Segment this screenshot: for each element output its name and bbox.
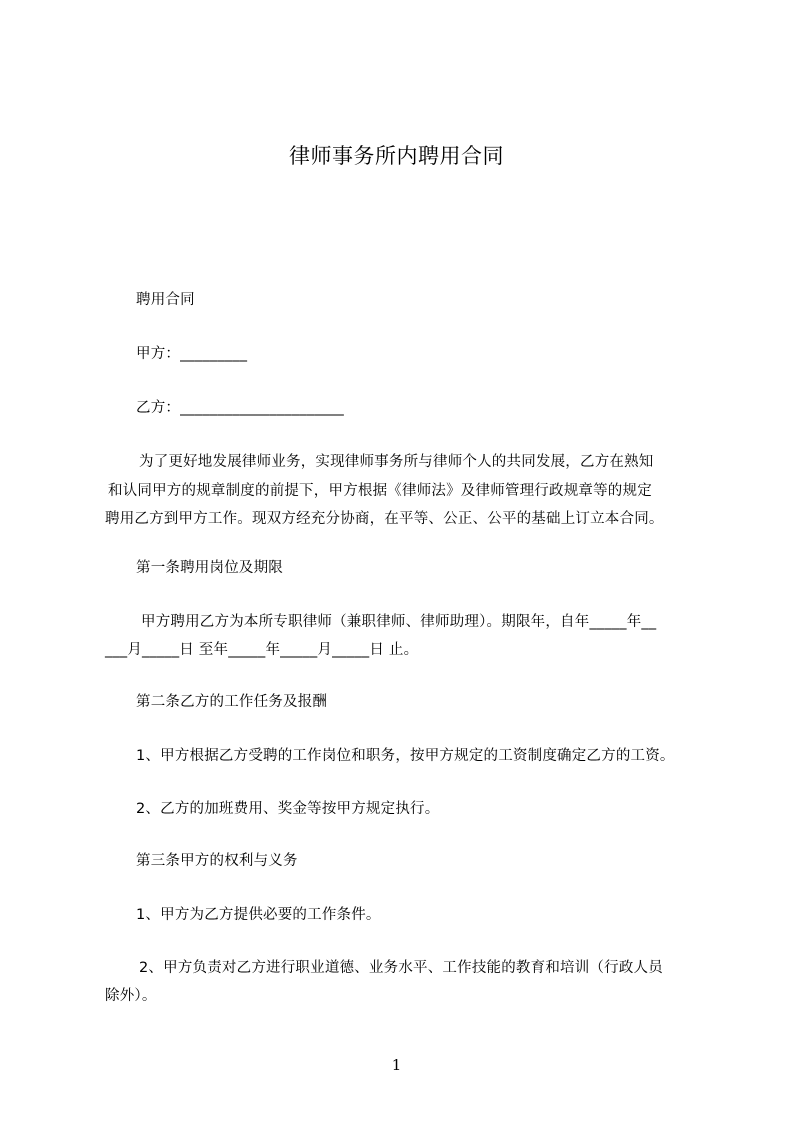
document-title: 律师事务所内聘用合同 <box>289 144 504 168</box>
intro-line-3: 聘用乙方到甲方工作。现双方经充分协商，在平等、公正、公平的基础上订立本合同。 <box>105 511 664 527</box>
article2-heading: 第二条乙方的工作任务及报酬 <box>136 694 328 710</box>
contract-heading: 聘用合同 <box>136 292 195 308</box>
article2-item-2: 2、乙方的加班费用、奖金等按甲方规定执行。 <box>136 801 440 817</box>
intro-line-1: 为了更好地发展律师业务，实现律师事务所与律师个人的共同发展，乙方在熟知 <box>139 454 654 470</box>
party-b-line: 乙方：______________________ <box>136 400 344 416</box>
article3-item-2-line-2: 除外）。 <box>105 988 157 1004</box>
article1-line-2: ___月_____日 至年_____年_____月_____日 止。 <box>105 642 419 658</box>
article2-item-1: 1、甲方根据乙方受聘的工作岗位和职务，按甲方规定的工资制度确定乙方的工资。 <box>136 748 675 764</box>
article1-line-1: 甲方聘用乙方为本所专职律师（兼职律师、律师助理）。期限年，自年_____年__ <box>141 614 657 630</box>
article3-item-2-line-1: 2、甲方负责对乙方进行职业道德、业务水平、工作技能的教育和培训（行政人员 <box>139 960 663 976</box>
intro-line-2: 和认同甲方的规章制度的前提下，甲方根据《律师法》及律师管理行政规章等的规定 <box>108 483 652 499</box>
article3-heading: 第三条甲方的权利与义务 <box>136 853 298 869</box>
party-a-line: 甲方：_________ <box>136 346 248 362</box>
article3-item-1: 1、甲方为乙方提供必要的工作条件。 <box>136 907 381 923</box>
page-number: 1 <box>391 1056 402 1074</box>
article1-heading: 第一条聘用岗位及期限 <box>136 560 283 576</box>
